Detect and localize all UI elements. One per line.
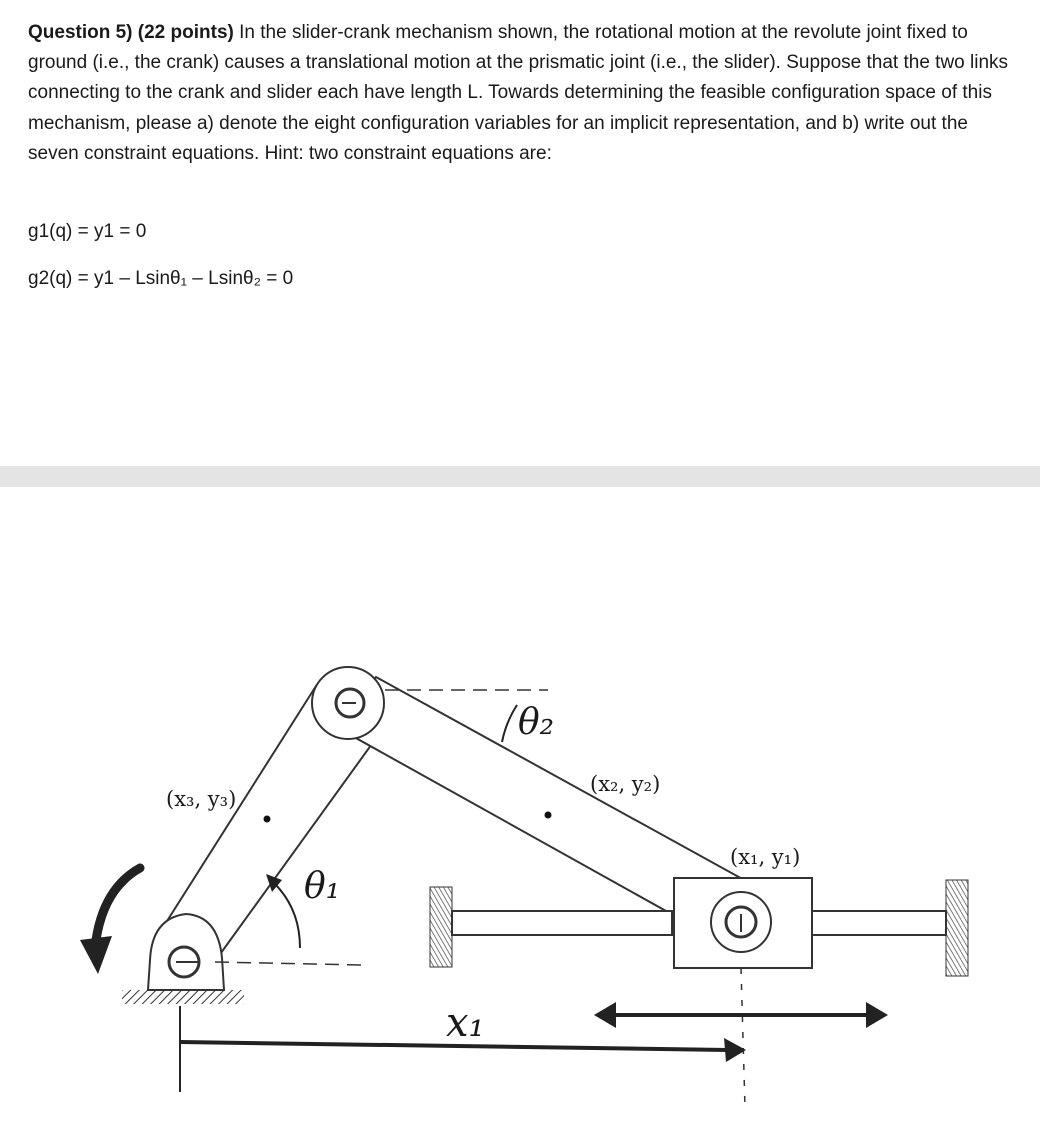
theta2-arc (502, 705, 517, 742)
right-wall-hatch (946, 880, 968, 976)
rotation-arrow-icon (96, 868, 140, 940)
label-p2: (x₂, y₂) (590, 772, 661, 796)
question-text (28, 18, 1018, 169)
theta1-reference (215, 962, 362, 965)
theta1-arrow (273, 882, 300, 948)
label-theta2: θ₂ (518, 702, 555, 743)
slider-crank-figure (0, 487, 1040, 1137)
constraint-equation-2: g2(q) = y1 – Lsinθ₁ – Lsinθ₂ = 0 (28, 268, 294, 289)
label-p3: (x₃, y₃) (166, 787, 237, 811)
left-wall-hatch (430, 887, 452, 967)
question-heading: Question 5) (22 points) (28, 22, 234, 43)
label-theta1: θ₁ (304, 866, 341, 907)
slider-rail-left (452, 911, 672, 935)
label-x1: x₁ (446, 1000, 485, 1046)
slider-rail-right (812, 911, 946, 935)
question-body: In the slider-crank mechanism shown, the rotational motion at the revolute joint fixed to ground (i.e., the crank) causes a translational motion at the prismatic joint (i.e., the slider). Suppose that the two links connecting to the crank and slider each have length L. Towards determining the feasible configuration space of this mechanism, please a) denote the eight configuration variables for an implicit representation, and b) write out the seven constraint equations. Hint: two constraint equations are: (28, 22, 1009, 164)
constraint-equation-1: g1(q) = y1 = 0 (28, 221, 147, 242)
slider-reference (741, 968, 745, 1108)
label-p1: (x₁, y₁) (730, 845, 801, 869)
section-divider (0, 466, 1040, 487)
coupler-center-dot (545, 812, 552, 819)
ground-hatch (122, 990, 244, 1004)
crank-center-dot (264, 816, 271, 823)
